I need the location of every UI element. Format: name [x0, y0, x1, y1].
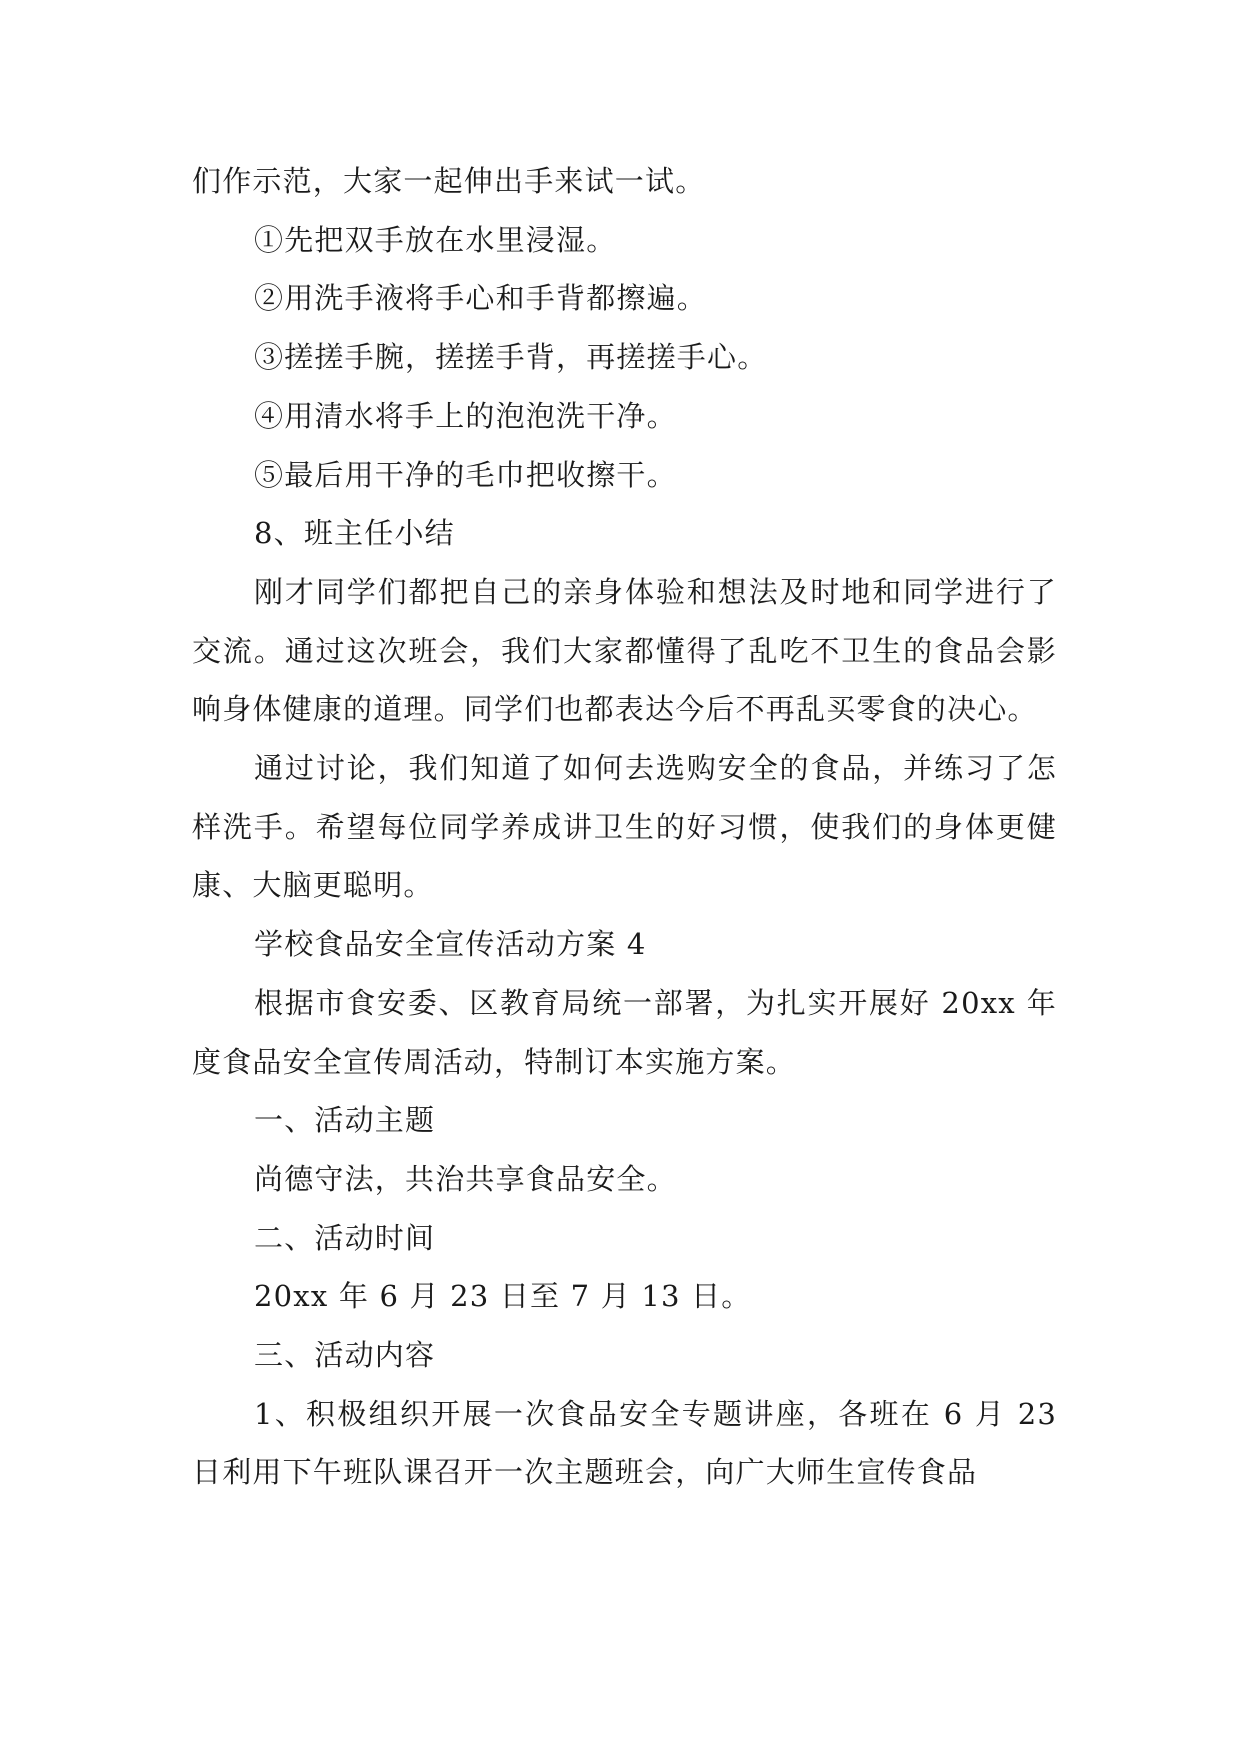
document-body	[192, 152, 1057, 1502]
step-5-paragraph: ⑤最后用干净的毛巾把收擦干。	[254, 457, 677, 492]
summary-paragraph: 刚才同学们都把自己的亲身体验和想法及时地和同学进行了交流。通过这次班会，我们大家都懂得了乱吃不卫生的食品会影响身体健康的道理。同学们也都表达今后不再乱买零食的决心。	[192, 574, 1057, 727]
paragraph-continuation: 们作示范，大家一起伸出手来试一试。	[192, 164, 706, 198]
theme-paragraph: 尚德守法，共治共享食品安全。	[254, 1161, 677, 1196]
content-item-1-paragraph: 1、积极组织开展一次食品安全专题讲座，各班在 6 月 23 日利用下午班队课召开一次主题班会，向广大师生宣传食品	[192, 1396, 1057, 1490]
step-4-paragraph: ④用清水将手上的泡泡洗干净。	[254, 398, 677, 433]
step-1-paragraph: ①先把双手放在水里浸湿。	[254, 222, 617, 257]
time-paragraph: 20xx 年 6 月 23 日至 7 月 13 日。	[254, 1279, 752, 1314]
step-3-paragraph: ③搓搓手腕，搓搓手背，再搓搓手心。	[254, 340, 768, 375]
heading-time: 二、活动时间	[254, 1220, 436, 1255]
heading-theme: 一、活动主题	[254, 1103, 436, 1138]
step-2-paragraph: ②用洗手液将手心和手背都擦遍。	[254, 281, 708, 316]
plan-title: 学校食品安全宣传活动方案 4	[254, 927, 647, 962]
heading-content: 三、活动内容	[254, 1338, 436, 1373]
intro-paragraph: 根据市食安委、区教育局统一部署，为扎实开展好 20xx 年度食品安全宣传周活动，特制订本实施方案。	[192, 985, 1057, 1079]
section-heading-summary: 8、班主任小结	[254, 516, 455, 551]
discussion-paragraph: 通过讨论，我们知道了如何去选购安全的食品，并练习了怎样洗手。希望每位同学养成讲卫生的好习惯，使我们的身体更健康、大脑更聪明。	[192, 751, 1057, 903]
